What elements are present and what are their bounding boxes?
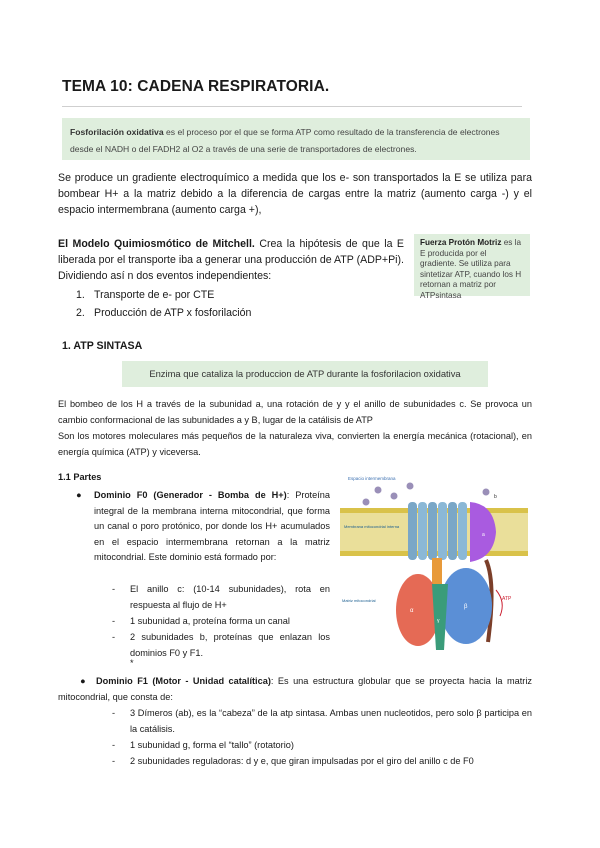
list-item: 1. Transporte de e- por CTE (76, 289, 215, 301)
mitchell-text: Crea la hipótesis de que la E liberada por el transporte iba a generar una producción de ATP (ADP+Pi). Dividiendo así n dos eventos independientes: (58, 238, 404, 282)
sidenote-term: Fuerza Protón Motriz (420, 238, 502, 247)
f0-text: : Proteína integral de la membrana interna mitocondrial, que forma un canal o poro protónico, por donde los H+ acumulados en el espacio intermembrana retornan a la matriz mitocondrial. Este dominio está formado por: (94, 490, 330, 562)
mitchell-title: El Modelo Quimiosmótico de Mitchell. (58, 238, 255, 250)
list-item: - 2 subunidades reguladoras: d y e, que giran impulsadas por el giro del anillo c de F0 (112, 756, 474, 766)
sidenote-box (414, 234, 530, 300)
section-heading: 1. ATP SINTASA (62, 340, 143, 352)
list-item: - El anillo c: (10-14 subunidades), rota en respuesta al flujo de H+ (112, 584, 330, 610)
atp-label: ATP (502, 596, 512, 602)
matrix-label: Matriz mitocondrial (342, 598, 376, 603)
paragraph-line: Son los motores moleculares más pequeños de la naturaleza viva, convierten la energía mecánica (rotacional), en energía química (ATP) y viceversa. (58, 431, 532, 457)
definition-text: es el proceso por el que se forma ATP como resultado de la transferencia de electrones desde el NADH o del FADH2 al O2 a través de una serie de transportadores de electrones. (70, 127, 500, 154)
sidenote-text: es la E producida por el gradiente. Se utiliza para sintetizar ATP, cuando los H retornan a matriz por ATPsintasa (420, 238, 522, 300)
svg-text:β: β (464, 604, 468, 610)
paragraph-pumping (58, 396, 532, 460)
svg-text:α: α (410, 608, 414, 614)
list-item: - 1 subunidad a, proteína forma un canal (112, 616, 290, 626)
f1-title: Dominio F1 (Motor - Unidad catalítica) (96, 676, 271, 686)
f0-bullet (76, 488, 330, 566)
list-item: - 1 subunidad g, forma el “tallo” (rotatorio) (112, 740, 294, 750)
intermembrane-label: Espacio intermembrana (348, 476, 396, 481)
definition-term: Fosforilación oxidativa (70, 127, 164, 137)
definition-box (62, 118, 530, 160)
list-item: 2. Producción de ATP x fosforilación (76, 307, 252, 319)
membrane-label: Membrana mitocondrial interna (344, 524, 400, 529)
asterisk: * (130, 658, 134, 668)
title-divider (62, 106, 522, 107)
paragraph-mitchell (58, 236, 404, 284)
events-list (76, 286, 251, 322)
page-title: TEMA 10: CADENA RESPIRATORIA. (62, 78, 330, 95)
f1-text: : Es una estructura globular que se proyecta hacia la matriz mitocondrial, que consta de: (58, 676, 532, 702)
subsection-heading: 1.1 Partes (58, 472, 102, 482)
paragraph-line: El bombeo de los H a través de la subunidad a, una rotación de y y el anillo de subunidades c. Se provoca un cambio conformacional de las subunidades a y B, lugar de la catálisis de ATP (58, 399, 532, 425)
list-item: - 3 Dímeros (ab), es la “cabeza” de la atp sintasa. Ambas unen nucleotidos, pero solo β participa en la catálisis. (112, 708, 532, 734)
svg-text:γ: γ (437, 618, 440, 624)
f0-title: Dominio F0 (Generador - Bomba de H+) (94, 490, 287, 500)
f1-bullet (58, 674, 532, 705)
svg-text:b: b (494, 494, 497, 500)
bullet-icon: ● (76, 490, 82, 500)
paragraph-gradient: Se produce un gradiente electroquímico a medida que los e- son transportados la E se utiliza para bombear H+ a la matriz debido a la diferencia de cargas entre la matriz (aumento carga -) y el espacio intermembrana (aumento carga +), (58, 172, 532, 216)
atp-synthase-diagram (336, 472, 532, 662)
enzyme-definition-box: Enzima que cataliza la produccion de ATP durante la fosforilacion oxidativa (122, 361, 488, 387)
svg-text:a: a (482, 532, 485, 538)
list-item: - 2 subunidades b, proteínas que enlazan los dominios F0 y F1. (112, 632, 330, 658)
bullet-icon: ● (80, 676, 86, 686)
